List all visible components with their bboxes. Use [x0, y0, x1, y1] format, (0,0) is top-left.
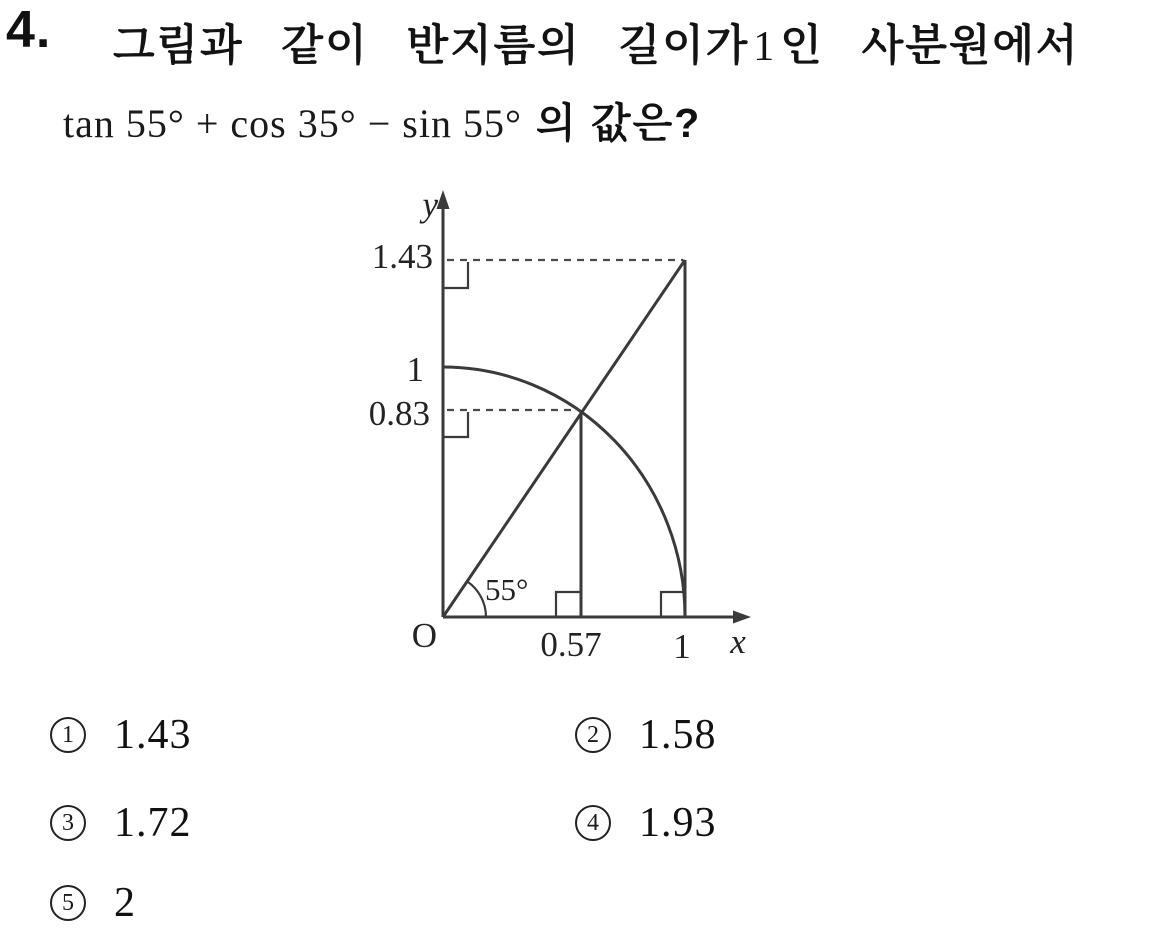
question-text-line1	[113, 12, 1079, 73]
angle-label-55deg: 55°	[485, 572, 529, 607]
choice-5	[50, 878, 136, 928]
choice-1-value: 1.43	[114, 712, 192, 758]
angle-arc	[467, 581, 486, 617]
choice-4-value: 1.93	[639, 800, 717, 846]
x-axis-label: x	[730, 622, 746, 661]
y-axis-arrow-icon	[437, 190, 450, 209]
right-angle-mark-y143	[443, 262, 468, 288]
x-tick-1: 1	[673, 627, 691, 666]
quarter-circle-arc	[443, 367, 685, 617]
question-text-line1-suffix: 인 사분원에서	[780, 22, 1080, 70]
y-tick-143: 1.43	[371, 237, 433, 276]
choice-3	[50, 798, 192, 848]
trig-expression: tan 55° + cos 35° − sin 55°	[63, 101, 522, 146]
right-angle-mark-x1	[661, 592, 685, 617]
right-angle-mark-x057	[556, 592, 581, 617]
choice-3-value: 1.72	[114, 800, 192, 846]
y-tick-1: 1	[406, 350, 424, 389]
choice-5-marker: 5	[50, 885, 86, 921]
x-tick-057: 0.57	[540, 625, 602, 664]
choice-3-marker: 3	[50, 805, 86, 841]
quarter-circle-diagram	[330, 175, 770, 670]
y-tick-083: 0.83	[368, 394, 430, 433]
choice-4	[575, 798, 717, 848]
choice-4-marker: 4	[575, 805, 611, 841]
right-angle-mark-y083	[443, 412, 468, 437]
choice-5-value: 2	[114, 880, 136, 926]
choice-1	[50, 710, 192, 760]
choice-2	[575, 710, 717, 760]
question-number: 4.	[6, 1, 52, 59]
choice-2-value: 1.58	[639, 712, 717, 758]
angle-ray-55deg	[443, 260, 685, 617]
question-text-line2	[63, 90, 701, 149]
radius-value: 1	[753, 24, 777, 70]
y-axis-label: y	[422, 185, 438, 224]
choice-1-marker: 1	[50, 717, 86, 753]
choice-2-marker: 2	[575, 717, 611, 753]
question-text-line2-suffix: 의 값은?	[535, 100, 702, 146]
question-text-line1-prefix: 그림과 같이 반지름의 길이가	[113, 22, 750, 70]
origin-label: O	[411, 616, 437, 655]
